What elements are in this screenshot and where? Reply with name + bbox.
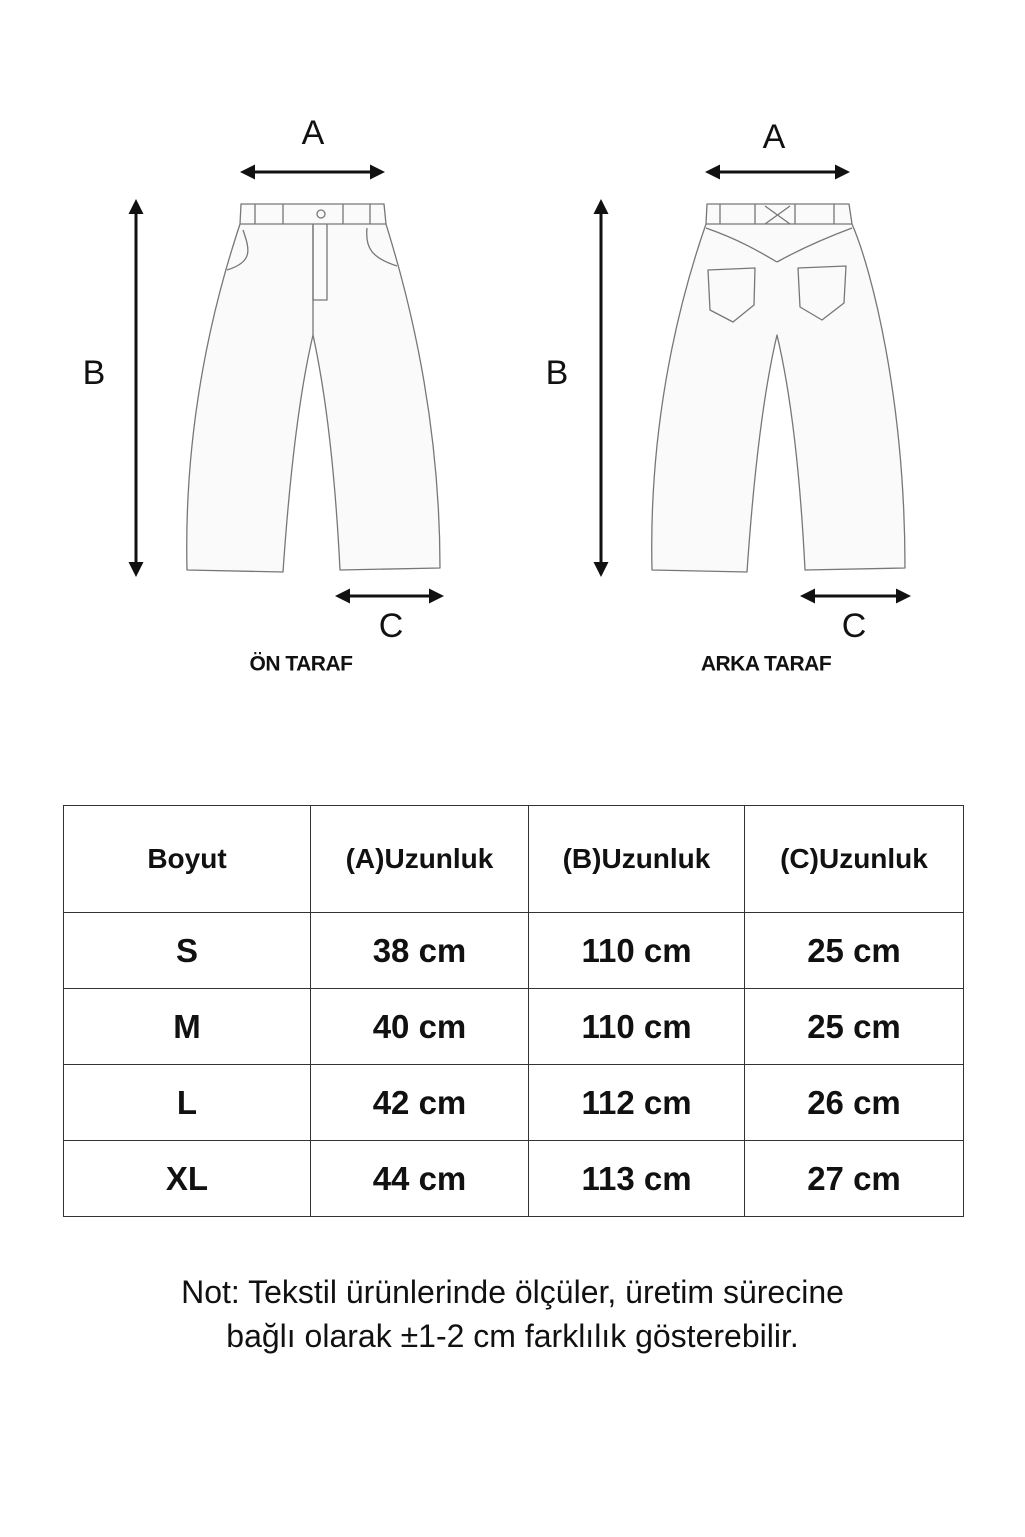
cell-a: 42 cm [311, 1065, 529, 1141]
tolerance-note [0, 1270, 1025, 1358]
table-row [64, 1141, 964, 1217]
cell-size: S [64, 913, 311, 989]
cell-size: XL [64, 1141, 311, 1217]
header-c-uzunluk: (C)Uzunluk [745, 806, 964, 913]
cell-c: 26 cm [745, 1065, 964, 1141]
cell-c: 25 cm [745, 989, 964, 1065]
front-label-c: C [378, 607, 404, 645]
size-table [63, 805, 964, 1217]
note-line-1: Not: Tekstil ürünlerinde ölçüler, üretim sürecine [181, 1274, 844, 1310]
cell-b: 112 cm [529, 1065, 745, 1141]
table-header-row [64, 806, 964, 913]
note-line-2: bağlı olarak ±1-2 cm farklılık gösterebilir. [226, 1318, 799, 1354]
cell-a: 44 cm [311, 1141, 529, 1217]
header-boyut: Boyut [64, 806, 311, 913]
front-label-a: A [301, 114, 325, 152]
header-a-uzunluk: (A)Uzunluk [311, 806, 529, 913]
cell-b: 110 cm [529, 913, 745, 989]
back-pants-drawing [652, 204, 905, 572]
front-label-b: B [82, 354, 106, 392]
cell-size: L [64, 1065, 311, 1141]
header-b-uzunluk: (B)Uzunluk [529, 806, 745, 913]
cell-c: 27 cm [745, 1141, 964, 1217]
cell-size: M [64, 989, 311, 1065]
cell-a: 38 cm [311, 913, 529, 989]
back-label-c: C [841, 607, 867, 645]
pants-illustration [0, 0, 1025, 700]
back-caption: ARKA TARAF [700, 652, 832, 676]
back-label-a: A [762, 118, 786, 156]
cell-c: 25 cm [745, 913, 964, 989]
cell-a: 40 cm [311, 989, 529, 1065]
cell-b: 113 cm [529, 1141, 745, 1217]
table-row [64, 1065, 964, 1141]
table-row [64, 989, 964, 1065]
front-pants-drawing [187, 204, 440, 572]
front-caption: ÖN TARAF [249, 652, 353, 676]
pants-size-diagram [0, 0, 1025, 700]
cell-b: 110 cm [529, 989, 745, 1065]
table-row [64, 913, 964, 989]
back-label-b: B [545, 354, 569, 392]
